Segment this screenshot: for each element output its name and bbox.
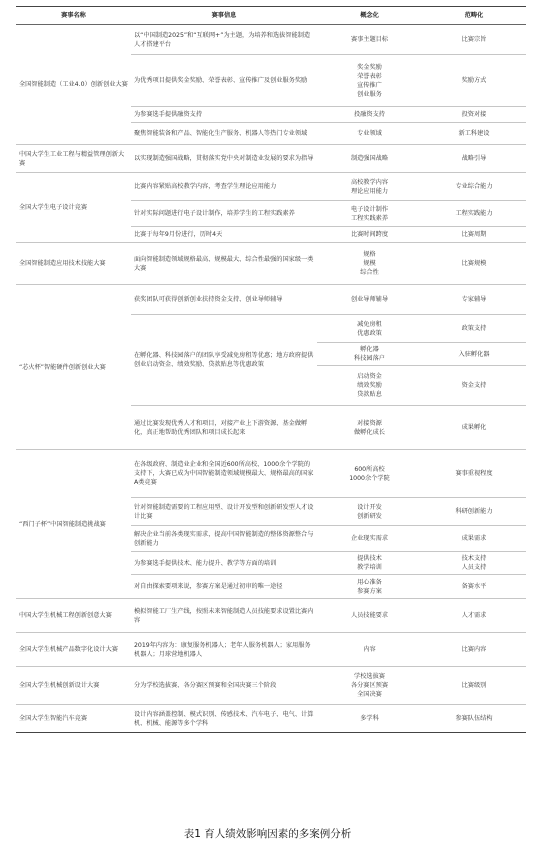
table-row — [16, 243, 526, 285]
table-row — [16, 173, 526, 201]
table-body — [16, 25, 526, 733]
cell-concept: 学校选拔赛 各分赛区预赛 全国决赛 — [317, 667, 422, 705]
cell-category: 专业综合能力 — [422, 173, 526, 201]
cell-event-info: 在孵化器、科技园落户的团队享受减免房租等优惠；地方政府提供创业启动资金、绩效奖励、贷款贴息等优惠政策 — [131, 315, 317, 406]
case-analysis-table — [16, 6, 526, 733]
cell-concept: 企业现实需求 — [317, 526, 422, 552]
cell-concept: 投融资支持 — [317, 107, 422, 123]
cell-event-name: 全国大学生智能汽车竞赛 — [16, 705, 131, 733]
cell-concept: 600所高校 1000余个学院 — [317, 450, 422, 498]
cell-category: 参赛队伍结构 — [422, 705, 526, 733]
cell-concept: 用心准备 参赛方案 — [317, 575, 422, 599]
cell-concept: 多学科 — [317, 705, 422, 733]
cell-concept: 人员技能要求 — [317, 599, 422, 633]
cell-category: 比赛规模 — [422, 243, 526, 285]
cell-event-info: 聚焦智能装备和产品、智能化生产服务、机器人等热门专业领域 — [131, 123, 317, 145]
cell-concept: 赛事主题目标 — [317, 25, 422, 55]
cell-concept: 内容 — [317, 633, 422, 667]
table-row — [16, 705, 526, 733]
cell-event-name: 全国智能制造（工业4.0）创新创业大赛 — [16, 25, 131, 145]
cell-concept: 对接资源 做孵化成长 — [317, 406, 422, 450]
cell-event-name: 全国大学生机械产品数字化设计大赛 — [16, 633, 131, 667]
cell-event-info: 为参赛选手提供融资支持 — [131, 107, 317, 123]
cell-event-info: 为优秀项目提供奖金奖励、荣誉表彰、宣传推广及创业服务奖励 — [131, 55, 317, 107]
cell-event-info: 针对智能制造需要的工程应用型、设计开发型和创新研发型人才设计比赛 — [131, 498, 317, 526]
cell-event-info: 为参赛选手提供技术、能力提升、教学等方面的培训 — [131, 552, 317, 575]
cell-concept: 启动资金 绩效奖励 贷款贴息 — [317, 366, 422, 406]
table-row — [16, 285, 526, 315]
cell-concept: 设计开发 创新研发 — [317, 498, 422, 526]
cell-concept: 孵化器 科技园落户 — [317, 343, 422, 366]
cell-category: 政策支持 — [422, 315, 526, 343]
cell-event-info: 以实现制造强国战略，贯彻落实党中央对制造业发展的要求为指导 — [131, 145, 317, 173]
table-row — [16, 667, 526, 705]
cell-concept: 比赛时间跨度 — [317, 227, 422, 243]
table-row — [16, 599, 526, 633]
cell-event-info: 模拟智能工厂生产线，按照未来智能制造人员技能要求设置比赛内容 — [131, 599, 317, 633]
cell-category: 人才需求 — [422, 599, 526, 633]
cell-category: 备赛水平 — [422, 575, 526, 599]
cell-concept: 专业领域 — [317, 123, 422, 145]
table-caption: 表1 育人绩效影响因素的多案例分析 — [183, 828, 352, 840]
cell-category: 比赛宗旨 — [422, 25, 526, 55]
header-event-info: 赛事信息 — [131, 7, 317, 25]
cell-event-info: 解决企业当前各类现实需求，提高中国智能制造的整体资源整合与创新能力 — [131, 526, 317, 552]
table-header-row — [16, 7, 526, 25]
cell-event-info: 2019年内容为：康复服务机器人；老年人服务机器人；家用服务机器人；月球营地机器人 — [131, 633, 317, 667]
cell-concept: 奖金奖励 荣誉表彰 宣传推广 创业服务 — [317, 55, 422, 107]
cell-category: 技术支持 人员支持 — [422, 552, 526, 575]
cell-event-name: “芯火杯”智能硬件创新创业大赛 — [16, 285, 131, 450]
cell-event-name: 全国大学生电子设计竞赛 — [16, 173, 131, 243]
cell-event-info: 比赛于每年9月份进行，历时4天 — [131, 227, 317, 243]
cell-category: 比赛级别 — [422, 667, 526, 705]
cell-category: 成果孵化 — [422, 406, 526, 450]
header-conceptualization: 概念化 — [317, 7, 422, 25]
cell-event-info: 对自由探索要项来说，参赛方案是通过初审的唯一途径 — [131, 575, 317, 599]
table-row — [16, 450, 526, 498]
cell-event-info: 在各级政府、制造业企业和全国近600所高校、1000余个学院的支持下，大赛已成为中国智能制造领域规模最大、规格最高的国家A类竞赛 — [131, 450, 317, 498]
cell-category: 战略引导 — [422, 145, 526, 173]
cell-event-info: 以“中国制造2025”和“互联网+”为主题，为培养和选拔智能制造人才搭建平台 — [131, 25, 317, 55]
cell-category: 赛事重视程度 — [422, 450, 526, 498]
cell-category: 科研创新能力 — [422, 498, 526, 526]
cell-category: 资金支持 — [422, 366, 526, 406]
cell-event-info: 获奖团队可获得创新创业扶持资金支持、创业导师辅导 — [131, 285, 317, 315]
header-categorization: 范畴化 — [422, 7, 526, 25]
cell-event-name: 全国智能制造应用技术技能大赛 — [16, 243, 131, 285]
cell-category: 比赛周期 — [422, 227, 526, 243]
table-row — [16, 25, 526, 55]
cell-event-info: 分为学校选拔赛、各分赛区预赛和全国决赛三个阶段 — [131, 667, 317, 705]
cell-concept: 规格 规模 综合性 — [317, 243, 422, 285]
cell-category: 投资对接 — [422, 107, 526, 123]
cell-concept: 电子设计制作 工程实践素养 — [317, 201, 422, 227]
cell-event-info: 比赛内容紧贴高校教学内容，考查学生理论应用能力 — [131, 173, 317, 201]
cell-event-info: 针对实际问题进行电子设计制作，培养学生的工程实践素养 — [131, 201, 317, 227]
cell-category: 入驻孵化器 — [422, 343, 526, 366]
cell-category: 新工科建设 — [422, 123, 526, 145]
cell-event-info: 设计内容涵盖控制、模式识别、传感技术、汽车电子、电气、计算机、机械、能源等多个学科 — [131, 705, 317, 733]
table-row — [16, 633, 526, 667]
cell-concept: 减免房租 优惠政策 — [317, 315, 422, 343]
cell-concept: 高校教学内容 理论应用能力 — [317, 173, 422, 201]
table-row — [16, 145, 526, 173]
cell-event-name: 中国大学生工业工程与精益管理创新大赛 — [16, 145, 131, 173]
cell-concept: 制造强国战略 — [317, 145, 422, 173]
cell-category: 专家辅导 — [422, 285, 526, 315]
cell-category: 成果需求 — [422, 526, 526, 552]
cell-category: 比赛内容 — [422, 633, 526, 667]
cell-category: 工程实践能力 — [422, 201, 526, 227]
cell-event-name: 全国大学生机械创新设计大赛 — [16, 667, 131, 705]
cell-event-info: 通过比赛发现优秀人才和项目，对接产业上下游资源、基金做孵化，真正地帮助优秀团队和项目成长起来 — [131, 406, 317, 450]
cell-event-name: “西门子杯”中国智能制造挑战赛 — [16, 450, 131, 599]
cell-category: 奖励方式 — [422, 55, 526, 107]
cell-concept: 提供技术 教学培训 — [317, 552, 422, 575]
header-event-name: 赛事名称 — [16, 7, 131, 25]
cell-event-name: 中国大学生机械工程创新创意大赛 — [16, 599, 131, 633]
cell-event-info: 面向智能制造领域规格最高、规模最大、综合性最强的国家级一类大赛 — [131, 243, 317, 285]
cell-concept: 创业导师辅导 — [317, 285, 422, 315]
